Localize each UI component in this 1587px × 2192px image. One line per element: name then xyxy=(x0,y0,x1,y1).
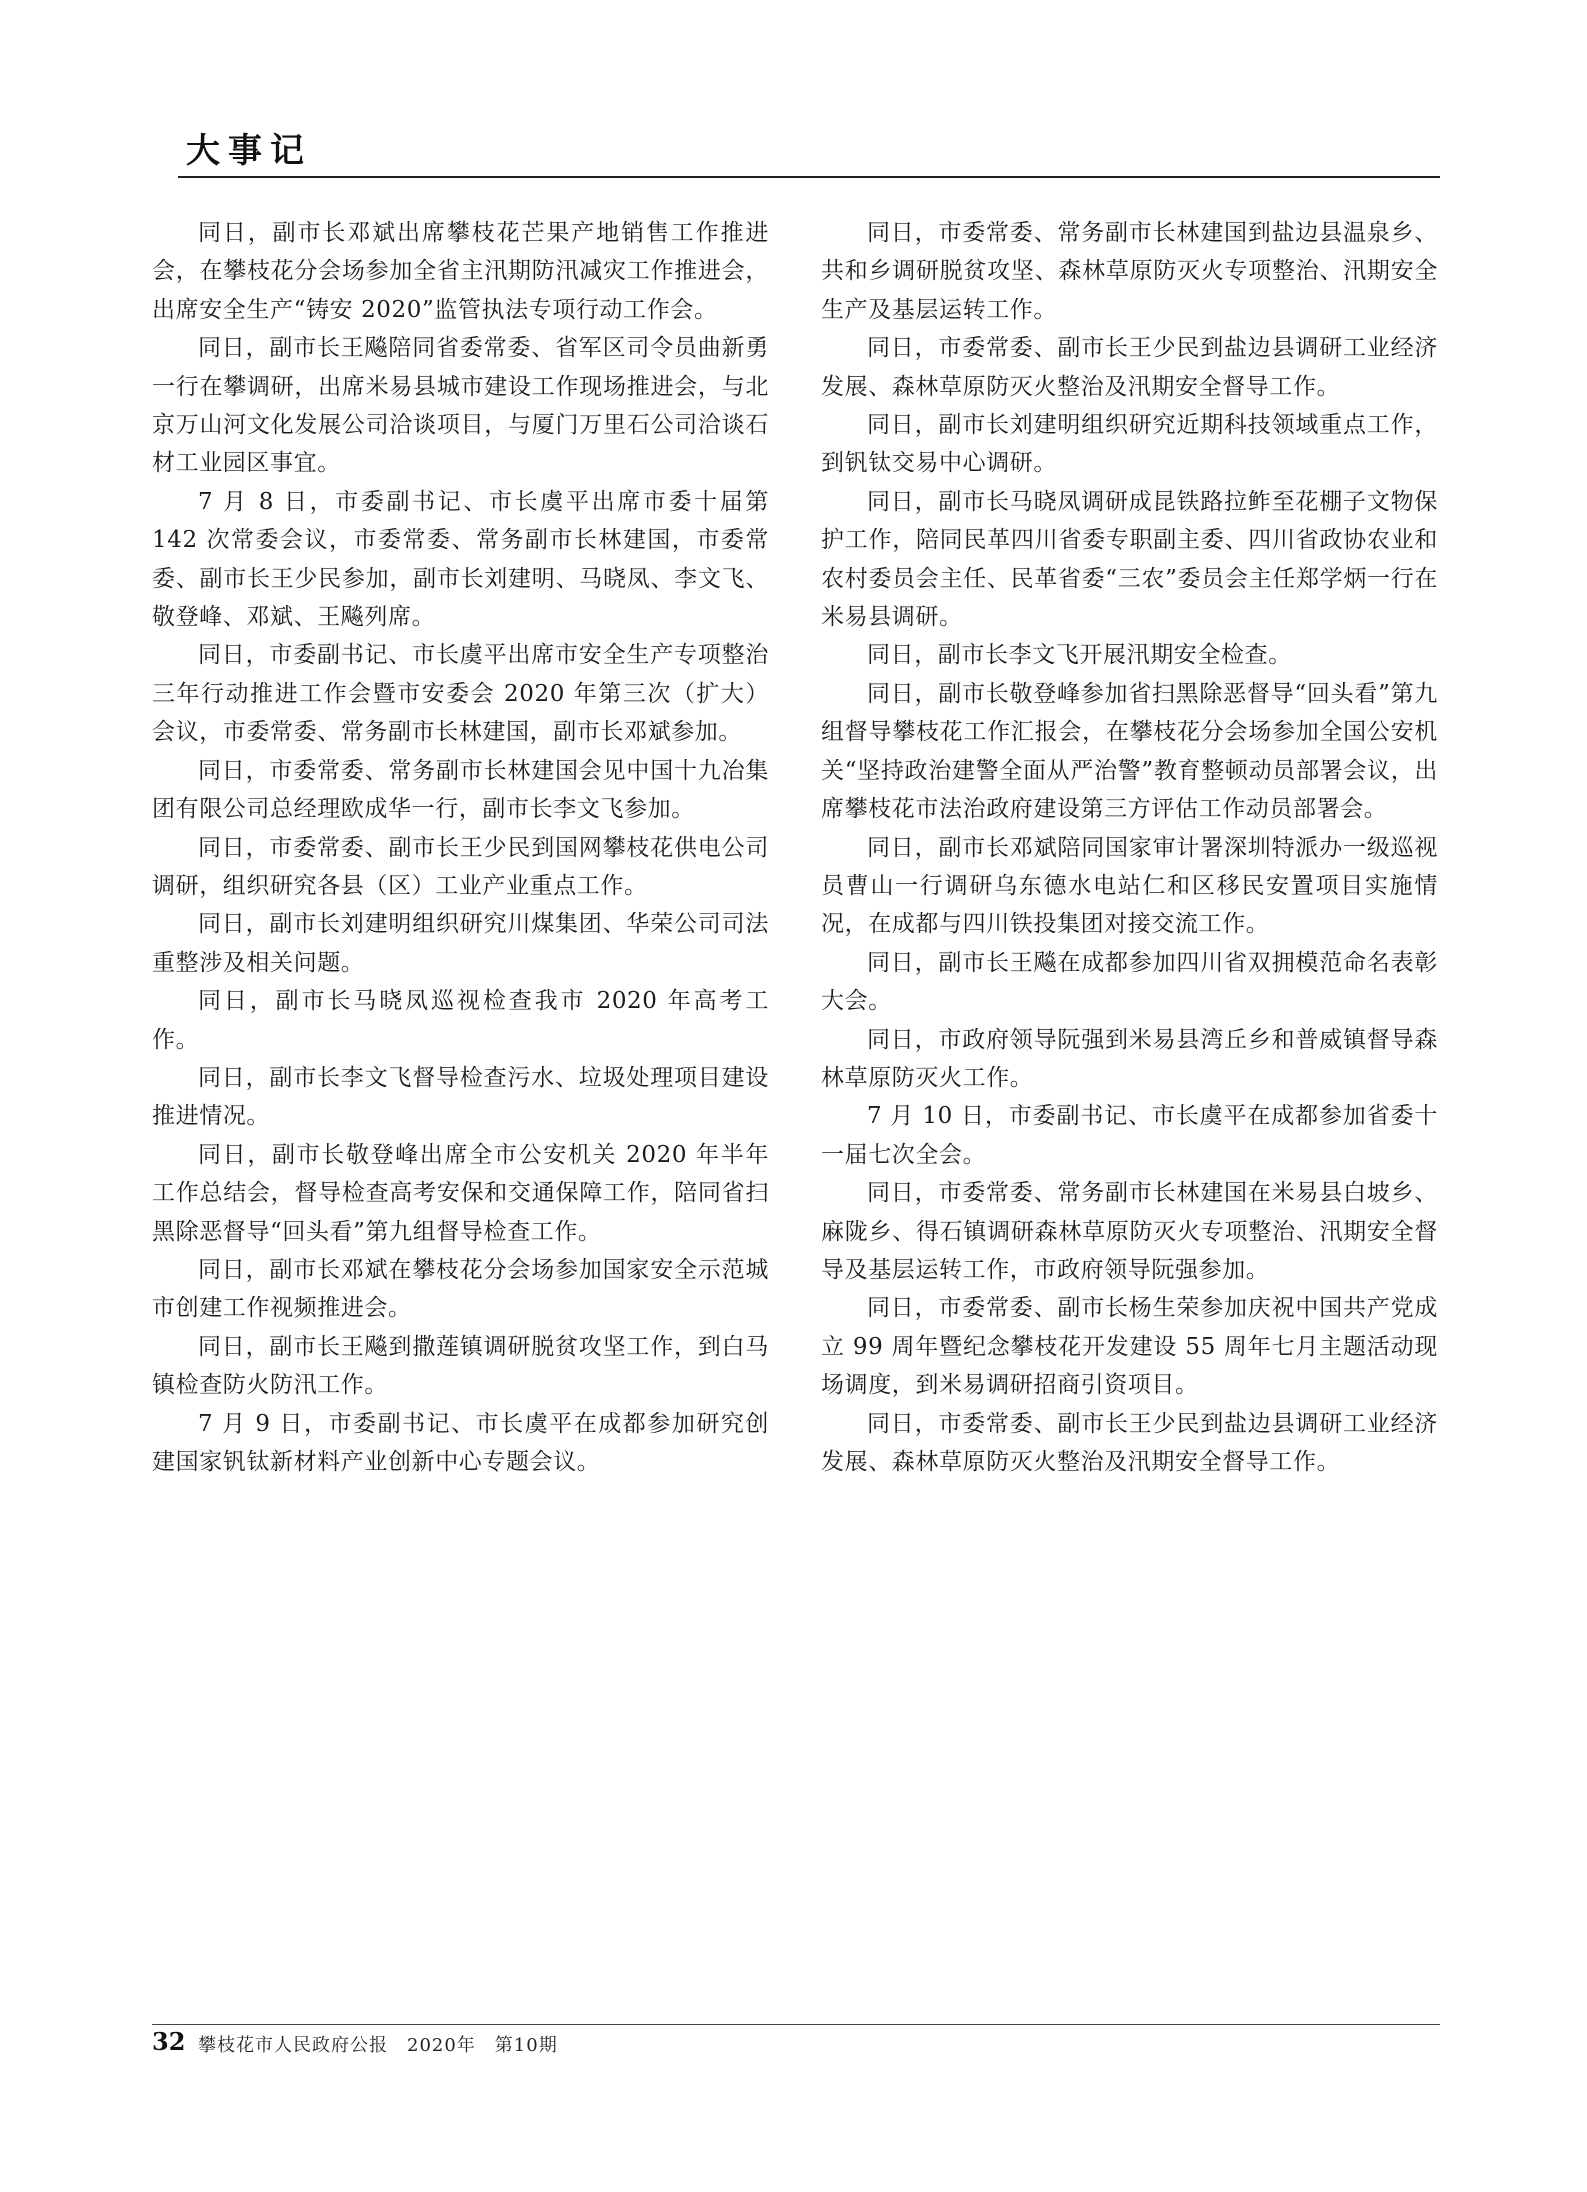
paragraph: 同日，副市长李文飞督导检查污水、垃圾处理项目建设推进情况。 xyxy=(152,1064,769,1130)
paragraph: 同日，市委常委、常务副市长林建国到盐边县温泉乡、共和乡调研脱贫攻坚、森林草原防灭火专项整治、汛期安全生产及基层运转工作。 xyxy=(821,220,1438,323)
page-header xyxy=(178,128,1440,178)
paragraph: 同日，副市长敬登峰出席全市公安机关 2020 年半年工作总结会，督导检查高考安保和交通保障工作，陪同省扫黑除恶督导“回头看”第九组督导检查工作。 xyxy=(152,1141,769,1245)
article-body xyxy=(152,214,1438,1994)
paragraph: 7 月 8 日，市委副书记、市长虞平出席市委十届第 142 次常委会议，市委常委、常务副市长林建国，市委常委、副市长王少民参加，副市长刘建明、马晓凤、李文飞、敬登峰、邓斌、王飚列席。 xyxy=(152,488,769,631)
paragraph: 同日，副市长王飚到撒莲镇调研脱贫攻坚工作，到白马镇检查防火防汛工作。 xyxy=(152,1333,769,1399)
paragraph: 同日，副市长刘建明组织研究川煤集团、华荣公司司法重整涉及相关问题。 xyxy=(152,911,769,976)
paragraph: 同日，副市长邓斌出席攀枝花芒果产地销售工作推进会，在攀枝花分会场参加全省主汛期防汛减灾工作推进会，出席安全生产“铸安 2020”监管执法专项行动工作会。 xyxy=(152,220,769,323)
paragraph: 同日，副市长王飚在成都参加四川省双拥模范命名表彰大会。 xyxy=(821,949,1438,1015)
paragraph: 同日，副市长邓斌陪同国家审计署深圳特派办一级巡视员曹山一行调研乌东德水电站仁和区移民安置项目实施情况，在成都与四川铁投集团对接交流工作。 xyxy=(821,834,1438,938)
paragraph: 7 月 9 日，市委副书记、市长虞平在成都参加研究创建国家钒钛新材料产业创新中心专题会议。 xyxy=(152,1410,769,1475)
paragraph: 同日，市政府领导阮强到米易县湾丘乡和普威镇督导森林草原防灭火工作。 xyxy=(821,1026,1438,1091)
right-column xyxy=(821,214,1438,1994)
paragraph: 同日，副市长敬登峰参加省扫黑除恶督导“回头看”第九组督导攀枝花工作汇报会，在攀枝花分会场参加全国公安机关“坚持政治建警全面从严治警”教育整顿动员部署会议，出席攀枝花市法治政府建设第三方评估工作动员部署会。 xyxy=(821,680,1438,823)
paragraph: 同日，副市长马晓凤巡视检查我市 2020 年高考工作。 xyxy=(152,988,769,1053)
paragraph: 同日，副市长李文飞开展汛期安全检查。 xyxy=(867,642,1292,669)
paragraph: 同日，副市长马晓凤调研成昆铁路拉鲊至花棚子文物保护工作，陪同民革四川省委专职副主委、四川省政协农业和农村委员会主任、民革省委“三农”委员会主任郑学炳一行在米易县调研。 xyxy=(821,488,1438,631)
paragraph: 同日，副市长刘建明组织研究近期科技领域重点工作，到钒钛交易中心调研。 xyxy=(821,412,1438,477)
section-title: 大事记 xyxy=(186,131,312,171)
paragraph: 同日，市委常委、副市长王少民到盐边县调研工业经济发展、森林草原防灭火整治及汛期安全督导工作。 xyxy=(821,335,1438,400)
paragraph: 同日，副市长王飚陪同省委常委、省军区司令员曲新勇一行在攀调研，出席米易县城市建设工作现场推进会，与北京万山河文化发展公司洽谈项目，与厦门万里石公司洽谈石材工业园区事宜。 xyxy=(152,335,769,477)
page-footer xyxy=(152,2024,1440,2065)
publication-info: 攀枝花市人民政府公报 2020年 第10期 xyxy=(198,2035,558,2056)
paragraph: 同日，市委常委、常务副市长林建国会见中国十九冶集团有限公司总经理欧成华一行，副市长李文飞参加。 xyxy=(152,757,769,823)
paragraph: 同日，市委常委、副市长杨生荣参加庆祝中国共产党成立 99 周年暨纪念攀枝花开发建设 55 周年七月主题活动现场调度，到米易调研招商引资项目。 xyxy=(821,1295,1438,1399)
paragraph: 同日，市委常委、副市长王少民到盐边县调研工业经济发展、森林草原防灭火整治及汛期安全督导工作。 xyxy=(821,1410,1438,1475)
paragraph: 同日，市委常委、常务副市长林建国在米易县白坡乡、麻陇乡、得石镇调研森林草原防灭火专项整治、汛期安全督导及基层运转工作，市政府领导阮强参加。 xyxy=(821,1180,1438,1283)
paragraph: 同日，市委常委、副市长王少民到国网攀枝花供电公司调研，组织研究各县（区）工业产业重点工作。 xyxy=(152,834,769,899)
paragraph: 7 月 10 日，市委副书记、市长虞平在成都参加省委十一届七次全会。 xyxy=(821,1103,1438,1168)
paragraph: 同日，副市长邓斌在攀枝花分会场参加国家安全示范城市创建工作视频推进会。 xyxy=(152,1256,769,1322)
paragraph: 同日，市委副书记、市长虞平出席市安全生产专项整治三年行动推进工作会暨市安委会 2020 年第三次（扩大）会议，市委常委、常务副市长林建国，副市长邓斌参加。 xyxy=(152,642,769,746)
left-column xyxy=(152,214,769,1994)
page-number: 32 xyxy=(152,2027,186,2056)
